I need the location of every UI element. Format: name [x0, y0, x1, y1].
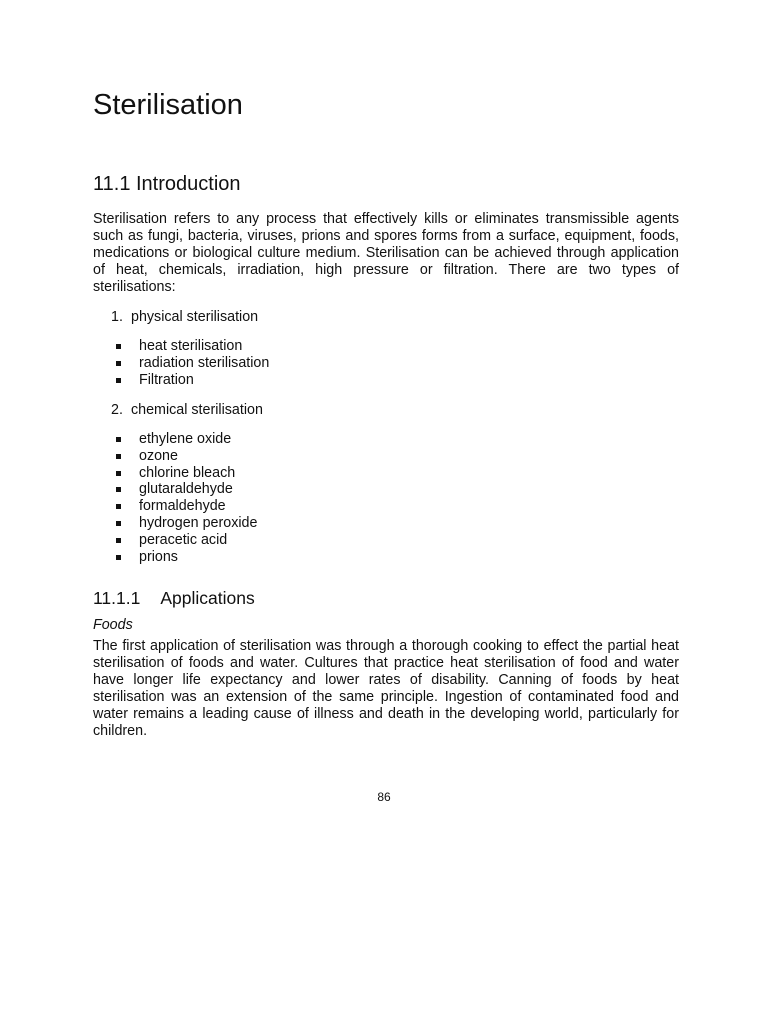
list-item: peracetic acid: [114, 532, 257, 549]
page-title: Sterilisation: [93, 89, 243, 121]
chemical-methods-list: [114, 431, 257, 565]
bullet-square-icon: [116, 555, 121, 560]
type-number: 2.: [111, 402, 123, 418]
intro-paragraph: Sterilisation refers to any process that effectively kills or eliminates transmissible agents such as fungi, bacteria, viruses, prions and spores forms from a surface, equipment, foods, medications or biological culture medium. Sterilisation can be achieved through application of heat, chemicals, irradiation, high pressure or filtration. There are two types of sterilisations:: [93, 211, 679, 295]
subsection-heading: [93, 587, 255, 609]
foods-paragraph: The first application of sterilisation was through a thorough cooking to effect the partial heat sterilisation of foods and water. Cultures that practice heat sterilisation of food and water have longer life expectancy and lower rates of disability. Canning of foods by heat sterilisation was an extension of the same principle. Ingestion of contaminated food and water remains a leading cause of illness and death in the developing world, particularly for children.: [93, 638, 679, 739]
bullet-square-icon: [116, 378, 121, 383]
bullet-square-icon: [116, 437, 121, 442]
bullet-square-icon: [116, 504, 121, 509]
section-heading: 11.1 Introduction: [93, 173, 241, 195]
subsection-number: 11.1.1: [93, 588, 141, 608]
type-physical-heading: [111, 309, 258, 326]
bullet-square-icon: [116, 471, 121, 476]
subheading-foods: Foods: [93, 617, 133, 633]
bullet-square-icon: [116, 521, 121, 526]
list-item: chlorine bleach: [114, 465, 257, 482]
list-item: formaldehyde: [114, 498, 257, 515]
physical-methods-list: [114, 338, 269, 388]
list-item: glutaraldehyde: [114, 481, 257, 498]
type-number: 1.: [111, 309, 123, 325]
page-number: 86: [377, 790, 391, 804]
bullet-square-icon: [116, 538, 121, 543]
list-item: hydrogen peroxide: [114, 515, 257, 532]
type-label: physical sterilisation: [131, 309, 259, 325]
subsection-title: Applications: [160, 588, 255, 608]
type-label: chemical sterilisation: [131, 402, 263, 418]
list-item: radiation sterilisation: [114, 355, 269, 372]
list-item: Filtration: [114, 372, 269, 389]
bullet-square-icon: [116, 344, 121, 349]
list-item: ozone: [114, 448, 257, 465]
bullet-square-icon: [116, 361, 121, 366]
bullet-square-icon: [116, 454, 121, 459]
list-item: prions: [114, 549, 257, 566]
list-item: ethylene oxide: [114, 431, 257, 448]
list-item: heat sterilisation: [114, 338, 269, 355]
bullet-square-icon: [116, 487, 121, 492]
type-chemical-heading: [111, 402, 263, 419]
